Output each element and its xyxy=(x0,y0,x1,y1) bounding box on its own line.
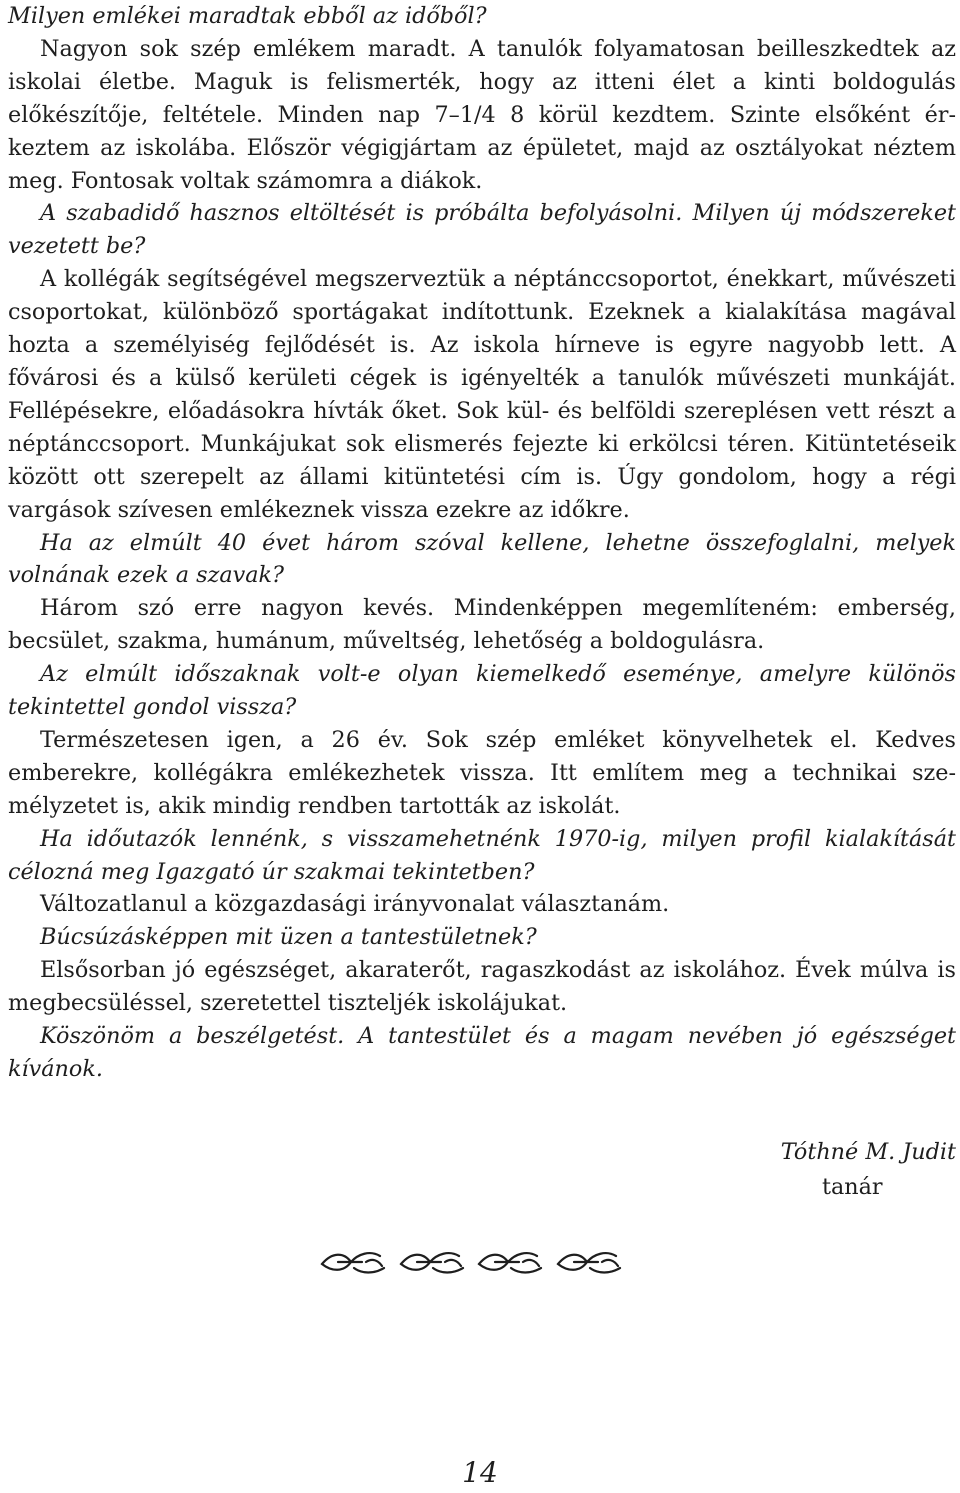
fleuron-icon xyxy=(475,1246,545,1278)
page xyxy=(8,0,956,1086)
signature-role: tanár xyxy=(822,1174,883,1200)
answer-paragraph: Nagyon sok szép emlékem maradt. A tanulók folyamatosan beilleszkedtek az iskolai életbe. Maguk is felismerték, hogy az itteni élet a kinti boldogulás előkészítője, feltétele. Minden nap 7–1/4 8 körül kezdtem. Szinte elsőként érkeztem az iskolába. Először végigjártam az épületet, majd az osztályokat néztem meg. Fontosak voltak számomra a diákok. xyxy=(8,35,956,194)
question-paragraph: Az elmúlt időszaknak volt-e olyan kiemelkedő eseménye, amelyre különös tekintettel gondol vissza? xyxy=(8,661,956,721)
question-paragraph: A szabadidő hasznos eltöltését is próbálta befolyásolni. Milyen új módszereket vezetett be? xyxy=(8,200,956,260)
fleuron-icon xyxy=(554,1246,624,1278)
fleuron-icon xyxy=(397,1246,467,1278)
answer-paragraph: Elsősorban jó egészséget, akaraterőt, ragaszkodást az iskolához. Évek múlva is megbecsüléssel, szeretettel tiszteljék iskolájukat. xyxy=(8,957,956,1017)
fleuron-icon xyxy=(318,1246,388,1278)
question-paragraph: Búcsúzásképpen mit üzen a tantestületnek? xyxy=(40,924,537,951)
answer-paragraph: Természetesen igen, a 26 év. Sok szép emléket könyvelhetek el. Kedves emberekre, kollégákra emlékezhetek vissza. Itt említem meg a technikai személyzetet is, akik mindig rendben tartották az iskolát. xyxy=(8,726,956,819)
page-number: 14 xyxy=(462,1456,498,1489)
ornament-divider xyxy=(318,1246,624,1286)
answer-paragraph: Három szó erre nagyon kevés. Mindenképpen megemlíteném: emberség, becsület, szakma, humánum, műveltség, lehetőség a boldogulásra. xyxy=(8,595,956,655)
question-paragraph: Milyen emlékei maradtak ebből az időből? xyxy=(8,3,487,29)
question-paragraph: Ha időutazók lennénk, s visszamehetnénk 1970-ig, milyen profil kialakítását célozná meg Igazgató úr szakmai tekintetben? xyxy=(8,825,956,885)
question-paragraph: Köszönöm a beszélgetést. A tantestület és a magam nevében jó egészséget kívánok. xyxy=(8,1023,956,1082)
interview-text xyxy=(8,0,956,1086)
question-paragraph: Ha az elmúlt 40 évet három szóval kellene, lehetne összefoglalni, melyek volnának ezek a szavak? xyxy=(8,529,956,589)
signature-name: Tóthné M. Judit xyxy=(780,1139,956,1165)
answer-paragraph: Változatlanul a közgazdasági irányvonalat választanám. xyxy=(40,891,670,918)
answer-paragraph: A kollégák segítségével megszerveztük a néptánccsoportot, énekkart, művészeti csoportokat, különböző sportágakat indítottunk. Ezeknek a kialakítása magával hozta a személyiség fejlődését is. Az iskola hírneve is egyre nagyobb lett. A fővárosi és a külső kerületi cégek is igényelték a tanulók művészeti munkáját. Fellépésekre, előadásokra hívták őket. Sok kül- és belföldi szereplésen vett részt a néptánccsoport. Munkájukat sok elismerés fejezte ki erkölcsi téren. Kitüntetéseik között ott szerepelt az állami kitüntetési cím is. Úgy gondolom, hogy a régi vargások szívesen emlékeznek vissza ezekre az időkre. xyxy=(8,266,956,523)
